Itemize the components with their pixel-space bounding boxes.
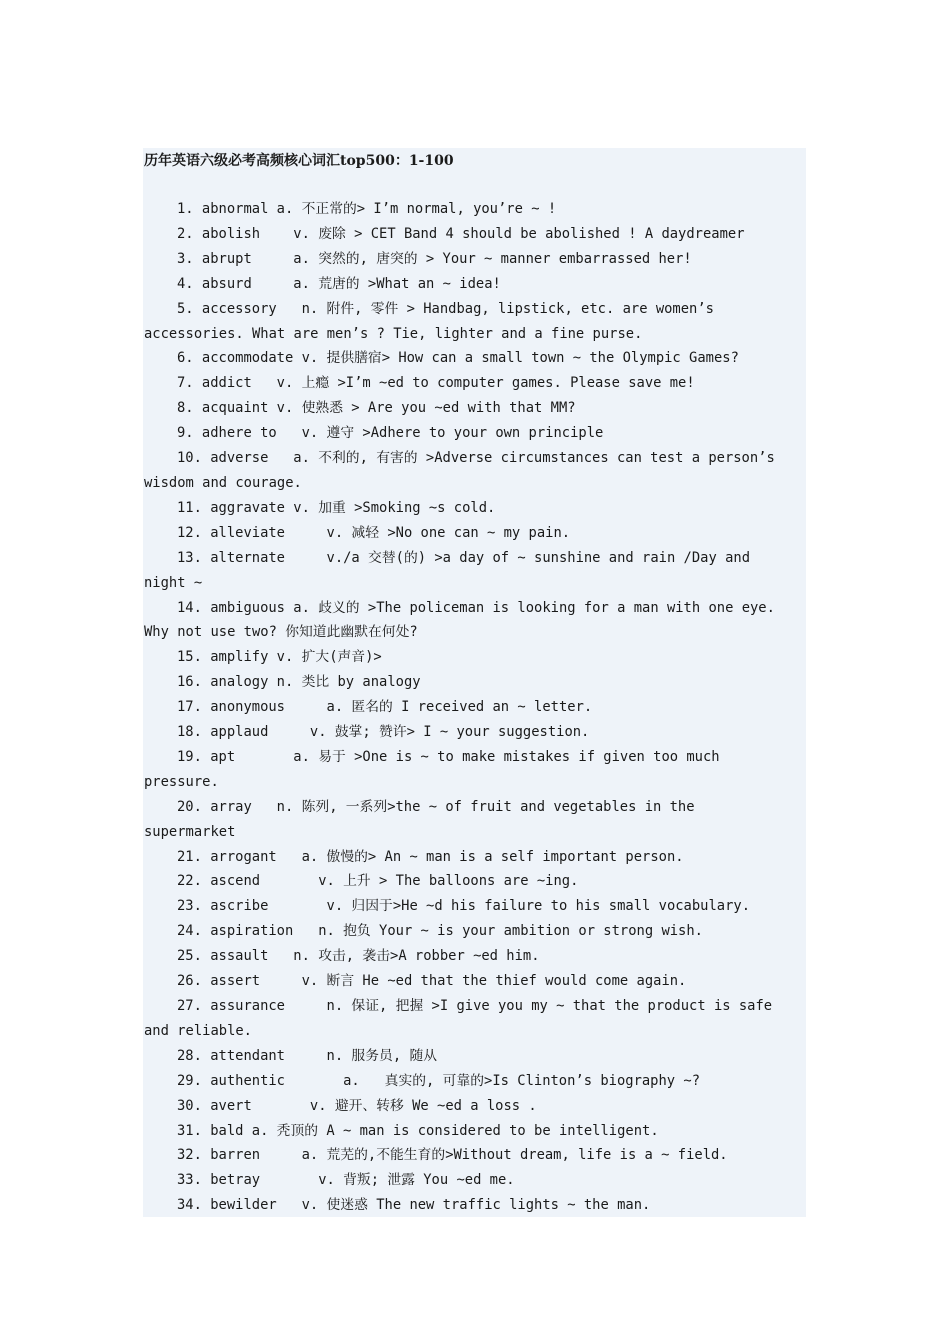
vocabulary-entry: 5. accessory n. 附件, 零件 > Handbag, lipstick, etc. are women’s — [177, 300, 714, 317]
vocabulary-entry-continuation: pressure. — [144, 773, 219, 790]
vocabulary-entry-continuation: Why not use two? 你知道此幽默在何处? — [144, 624, 418, 641]
vocabulary-entry: 13. alternate v./a 交替(的) >a day of ~ sunshine and rain /Day and — [177, 549, 751, 566]
vocabulary-entry: 26. assert v. 断言 He ~ed that the thief would come again. — [177, 973, 687, 990]
vocabulary-entry: 14. ambiguous a. 歧义的 >The policeman is looking for a man with one eye. — [177, 599, 775, 616]
vocabulary-entry: 28. attendant n. 服务员, 随从 — [177, 1047, 438, 1064]
vocabulary-entry-continuation: night ~ — [144, 574, 203, 591]
vocabulary-entry: 3. abrupt a. 突然的, 唐突的 > Your ~ manner embarrassed her! — [177, 250, 692, 267]
vocabulary-entry-continuation: wisdom and courage. — [144, 474, 302, 491]
vocabulary-entry: 1. abnormal a. 不正常的> I’m normal, you’re ~ ! — [177, 201, 557, 217]
vocabulary-entry: 17. anonymous a. 匿名的 I received an ~ letter. — [177, 699, 593, 716]
vocabulary-entry: 7. addict v. 上瘾 >I’m ~ed to computer games. Please save me! — [177, 375, 695, 392]
vocabulary-entry: 15. amplify v. 扩大(声音)> — [177, 649, 382, 666]
vocabulary-entry: 23. ascribe v. 归因于>He ~d his failure to his small vocabulary. — [177, 898, 751, 915]
vocabulary-list — [144, 197, 806, 1218]
vocabulary-entry: 20. array n. 陈列, 一系列>the ~ of fruit and vegetables in the — [177, 798, 695, 815]
vocabulary-entry: 27. assurance n. 保证, 把握 >I give you my ~ that the product is safe — [177, 998, 773, 1014]
vocabulary-entry: 4. absurd a. 荒唐的 >What an ~ idea! — [177, 275, 501, 292]
vocabulary-entry: 19. apt a. 易于 >One is ~ to make mistakes if given too much — [177, 748, 720, 765]
vocabulary-entry: 32. barren a. 荒芜的,不能生育的>Without dream, life is a ~ field. — [177, 1147, 728, 1164]
vocabulary-entry: 30. avert v. 避开、转移 We ~ed a loss . — [177, 1097, 537, 1114]
vocabulary-entry: 21. arrogant a. 傲慢的> An ~ man is a self important person. — [177, 848, 684, 865]
vocabulary-entry: 31. bald a. 秃顶的 A ~ man is considered to be intelligent. — [177, 1122, 659, 1139]
vocabulary-entry: 24. aspiration n. 抱负 Your ~ is your ambition or strong wish. — [177, 923, 703, 940]
vocabulary-entry: 9. adhere to v. 遵守 >Adhere to your own principle — [177, 425, 604, 442]
vocabulary-entry-continuation: accessories. What are men’s ? Tie, lighter and a fine purse. — [144, 325, 643, 342]
vocabulary-entry: 22. ascend v. 上升 > The balloons are ~ing. — [177, 873, 579, 890]
vocabulary-entry: 12. alleviate v. 减轻 >No one can ~ my pain. — [177, 524, 571, 541]
vocabulary-entry: 6. accommodate v. 提供膳宿> How can a small town ~ the Olympic Games? — [177, 350, 739, 367]
vocabulary-entry: 18. applaud v. 鼓掌; 赞许> I ~ your suggestion. — [177, 724, 590, 741]
vocabulary-entry: 29. authentic a. 真实的, 可靠的>Is Clinton’s biography ~? — [177, 1072, 701, 1089]
vocabulary-entry: 25. assault n. 攻击, 袭击>A robber ~ed him. — [177, 948, 540, 965]
vocabulary-entry: 2. abolish v. 废除 > CET Band 4 should be abolished ! A daydreamer — [177, 225, 745, 242]
vocabulary-entry: 16. analogy n. 类比 by analogy — [177, 674, 421, 691]
vocabulary-entry-continuation: and reliable. — [144, 1022, 252, 1039]
document-title: 历年英语六级必考高频核心词汇top500：1-100 — [144, 153, 454, 169]
vocabulary-entry: 33. betray v. 背叛; 泄露 You ~ed me. — [177, 1172, 515, 1189]
vocabulary-entry-continuation: supermarket — [144, 823, 236, 840]
vocabulary-entry: 11. aggravate v. 加重 >Smoking ~s cold. — [177, 499, 496, 516]
vocabulary-entry: 10. adverse a. 不利的, 有害的 >Adverse circumstances can test a person’s — [177, 450, 775, 467]
vocabulary-entry: 34. bewilder v. 使迷惑 The new traffic lights ~ the man. — [177, 1197, 651, 1214]
vocabulary-entry: 8. acquaint v. 使熟悉 > Are you ~ed with that MM? — [177, 400, 576, 417]
